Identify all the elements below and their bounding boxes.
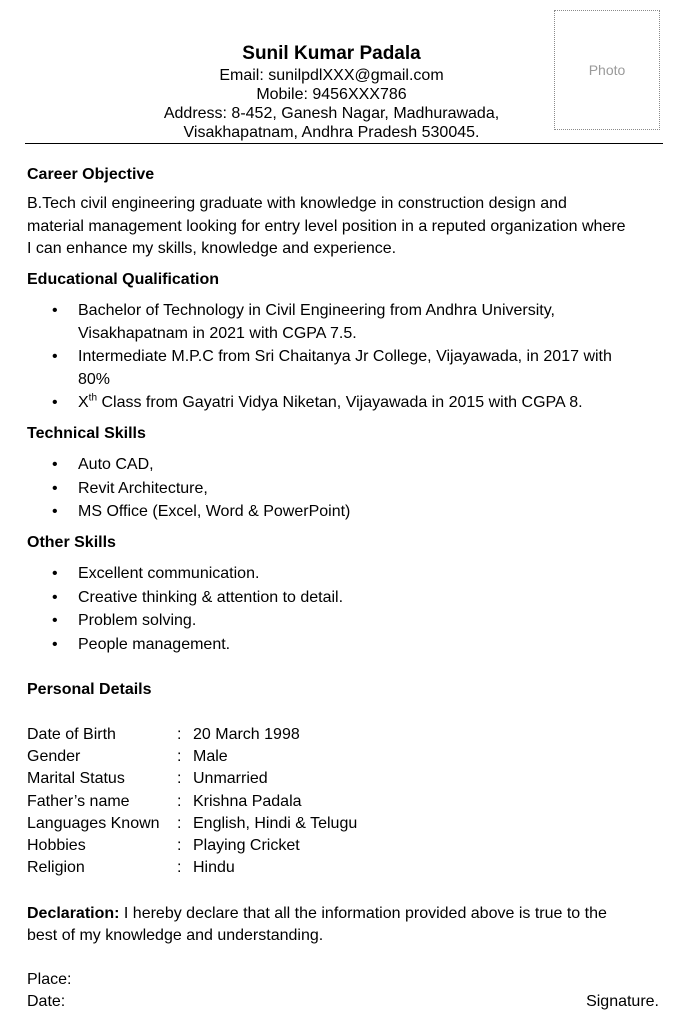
address-line-1: Address: 8-452, Ganesh Nagar, Madhurawada, [163, 105, 500, 122]
technical-skills-heading: Technical Skills [27, 425, 146, 442]
place-label: Place: [27, 971, 72, 988]
technical-skill-item: Auto CAD, [78, 456, 154, 473]
personal-colon: : [177, 859, 182, 876]
bullet-icon: • [52, 480, 58, 497]
career-objective-heading: Career Objective [27, 166, 155, 183]
education-heading: Educational Qualification [27, 271, 220, 288]
education-item-cont: 80% [78, 370, 111, 388]
education-item: Bachelor of Technology in Civil Engineering from Andhra University, [78, 302, 555, 319]
personal-colon: : [177, 748, 182, 765]
personal-label: Marital Status [27, 770, 125, 787]
personal-value: 20 March 1998 [193, 726, 300, 743]
career-objective-line: I can enhance my skills, knowledge and experience. [27, 240, 397, 257]
technical-skill-item: MS Office (Excel, Word & PowerPoint) [78, 503, 351, 520]
career-objective-line: B.Tech civil engineering graduate with knowledge in construction design and [27, 195, 567, 212]
personal-label: Languages Known [27, 815, 160, 832]
mobile-line: Mobile: 9456XXX786 [256, 86, 407, 103]
career-objective-line: material management looking for entry level position in a reputed organization where [27, 217, 626, 235]
personal-label: Religion [27, 859, 85, 876]
bullet-icon: • [52, 589, 58, 606]
photo-placeholder [554, 10, 660, 130]
declaration-text: I hereby declare that all the information provided above is true to the [119, 905, 607, 922]
class-numeral: X [78, 394, 89, 411]
other-skills-heading: Other Skills [27, 534, 116, 551]
signature-label: Signature. [586, 993, 659, 1010]
personal-value: Krishna Padala [193, 793, 302, 810]
bullet-icon: • [52, 612, 58, 629]
education-item: Intermediate M.P.C from Sri Chaitanya Jr College, Vijayawada, in 2017 with [78, 348, 612, 365]
education-item [78, 392, 658, 415]
personal-details-heading: Personal Details [27, 681, 152, 698]
bullet-icon: • [52, 565, 58, 582]
email-line: Email: sunilpdlXXX@gmail.com [219, 67, 444, 84]
personal-value: Male [193, 748, 228, 765]
date-label: Date: [27, 993, 66, 1010]
technical-skill-item: Revit Architecture, [78, 480, 208, 497]
personal-label: Father’s name [27, 793, 130, 810]
class-ordinal-sup: th [88, 392, 98, 404]
personal-colon: : [177, 837, 182, 854]
personal-value: Hindu [193, 859, 235, 876]
personal-colon: : [177, 770, 182, 787]
other-skill-item: Excellent communication. [78, 565, 260, 582]
bullet-icon: • [52, 456, 58, 473]
personal-value: Playing Cricket [193, 837, 300, 854]
education-item-rest: Class from Gayatri Vidya Niketan, Vijayawada in 2015 with CGPA 8. [97, 394, 583, 411]
personal-value: Unmarried [193, 770, 268, 787]
bullet-icon: • [52, 302, 58, 319]
candidate-name: Sunil Kumar Padala [242, 43, 421, 64]
personal-value: English, Hindi & Telugu [193, 815, 358, 832]
bullet-icon: • [52, 348, 58, 365]
bullet-icon: • [52, 394, 58, 411]
other-skill-item: Problem solving. [78, 612, 197, 629]
bullet-icon: • [52, 503, 58, 520]
declaration-line [27, 903, 667, 926]
declaration-line-2: best of my knowledge and understanding. [27, 927, 324, 944]
personal-colon: : [177, 726, 182, 743]
other-skill-item: Creative thinking & attention to detail. [78, 589, 344, 606]
personal-label: Date of Birth [27, 726, 116, 743]
header-divider [25, 143, 663, 144]
personal-label: Gender [27, 748, 81, 765]
bullet-icon: • [52, 636, 58, 653]
personal-label: Hobbies [27, 837, 86, 854]
photo-label: Photo [588, 62, 626, 78]
declaration-label: Declaration: [27, 905, 120, 922]
other-skill-item: People management. [78, 636, 231, 653]
personal-colon: : [177, 815, 182, 832]
address-line-2: Visakhapatnam, Andhra Pradesh 530045. [183, 124, 480, 141]
personal-colon: : [177, 793, 182, 810]
education-item-cont: Visakhapatnam in 2021 with CGPA 7.5. [78, 324, 357, 342]
